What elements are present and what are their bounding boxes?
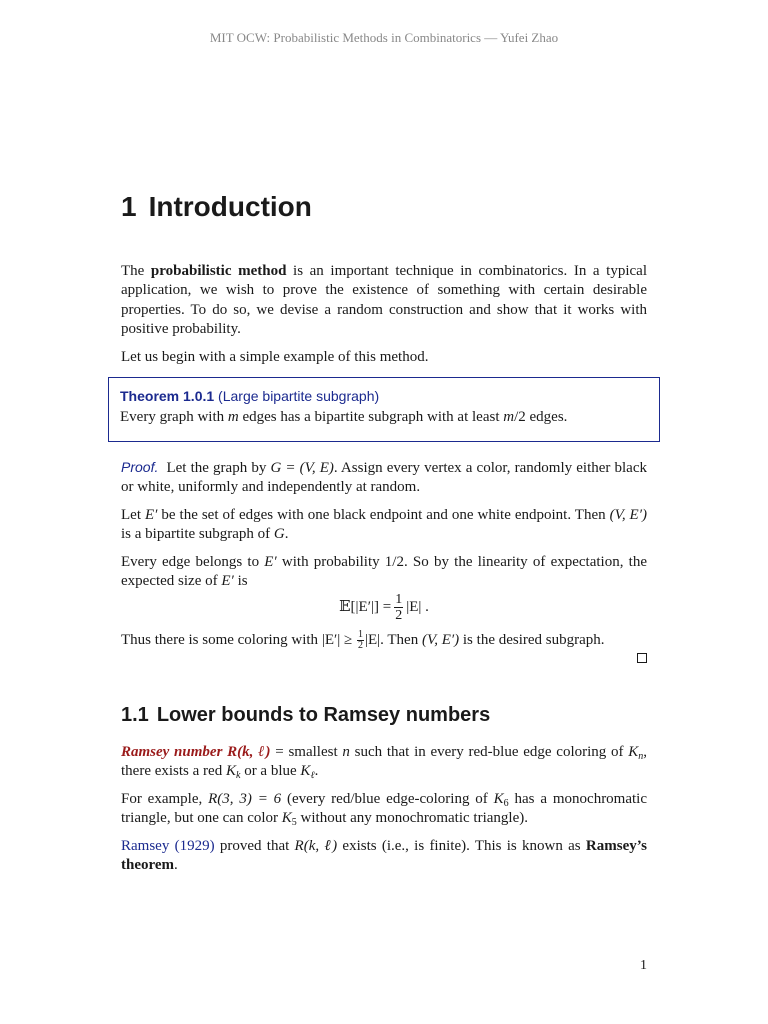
inline-fraction: $\frac{1}{2}$ [358, 628, 363, 651]
theorem-heading [120, 388, 648, 404]
theorem-name: (Large bipartite subgraph) [218, 388, 380, 405]
page-content [121, 190, 647, 884]
running-header: MIT OCW: Probabilistic Methods in Combinatorics — Yufei Zhao [209, 30, 559, 45]
ramsey-theorem-paragraph: Ramsey (1929) proved that R(k, ℓ) exists (i.e., is finite). This is known as Ramsey’s theorem. [121, 837, 648, 874]
citation-link[interactable]: Ramsey (1929) [121, 837, 215, 854]
ramsey-definition: Ramsey number R(k, ℓ) = smallest n such that in every red-blue edge coloring of $K_n$, there exists a red $K_k$ or a blue $K_\ell$. [121, 743, 648, 782]
intro-paragraph: The probabilistic method is an important technique in combinatorics. In a typical application, we wish to prove the existence of something with certain desirable properties. To do so, we devise a random construction and show that it works with positive probability. [121, 262, 647, 338]
fraction: $\frac{1}{2}$ [395, 591, 403, 623]
definition-term: Ramsey number R(k, ℓ) [121, 743, 271, 760]
section-heading-introduction [121, 190, 647, 224]
subsection-heading-ramsey [121, 703, 647, 727]
qed-square-icon [637, 653, 647, 663]
theorem-statement: Every graph with m edges has a bipartite subgraph with at least m/2 edges. [120, 409, 568, 426]
section-number: 1 [121, 191, 137, 222]
subsection-number: 1.1 [121, 703, 149, 726]
proof-paragraph-1: Proof. Let the graph by G = (V, E). Assign every vertex a color, randomly either black or white, uniformly and independently at random. [121, 458, 647, 496]
proof-paragraph-2: Let E′ be the set of edges with one black endpoint and one white endpoint. Then (V, E′) is a bipartite subgraph of G. [121, 506, 647, 543]
subsection-title: Lower bounds to Ramsey numbers [156, 703, 491, 726]
proof-paragraph-4: Thus there is some coloring with |E′| ≥ $\frac{1}{2}$ |E|. Then (V, E′) is the desired subgraph. [121, 628, 605, 651]
section-title: Introduction [148, 191, 312, 222]
proof-paragraph-3: Every edge belongs to E′ with probability 1/2. So by the linearity of expectation, the expected size of E′ is [121, 553, 647, 590]
lead-in-paragraph: Let us begin with a simple example of this method. [121, 348, 429, 365]
ramsey-example: For example, R(3, 3) = 6 (every red/blue edge-coloring of $K_6$ has a monochromatic triangle, but one can color $K_5$ without any monochromatic triangle). [121, 790, 648, 829]
expectation-equation: 𝔼[|E′|] = $\frac{1}{2}$ |E| . [339, 591, 429, 623]
key-term: probabilistic method [150, 262, 287, 279]
theorem-box [108, 377, 660, 442]
qed-row [121, 653, 647, 667]
page-number: 1 [640, 958, 647, 973]
theorem-name-bold: Ramsey’s theorem [121, 837, 648, 874]
proof-label: Proof. [121, 458, 159, 475]
theorem-label: Theorem 1.0.1 [120, 388, 215, 405]
